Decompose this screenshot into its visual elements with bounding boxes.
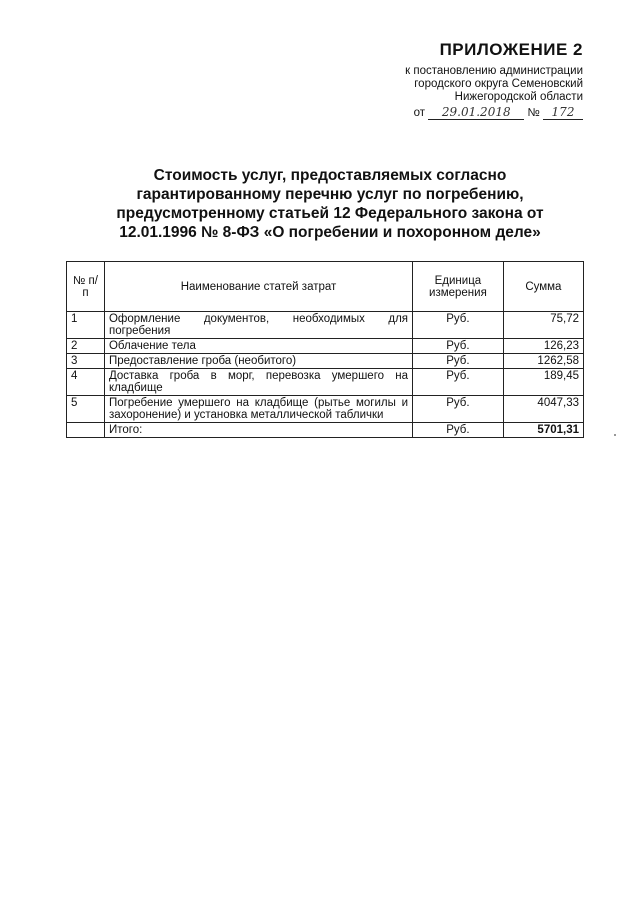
document-title [70, 166, 590, 242]
table-row [67, 354, 584, 369]
row-name: Оформление документов, необходимых для погребения [104, 312, 412, 339]
handwritten-number: 172 [543, 105, 583, 120]
row-name: Погребение умершего на кладбище (рытье могилы и захоронение) и установка металлической таблички [104, 396, 412, 423]
row-name: Предоставление гроба (необитого) [104, 354, 412, 369]
total-label: Итого: [104, 423, 412, 438]
row-name: Доставка гроба в морг, перевозка умершего на кладбище [104, 369, 412, 396]
row-sum: 75,72 [503, 312, 583, 339]
total-row [67, 423, 584, 438]
row-unit: Руб. [413, 339, 504, 354]
row-unit: Руб. [413, 369, 504, 396]
table-header-row [67, 262, 584, 312]
handwritten-date: 29.01.2018 [428, 105, 524, 120]
title-line-2: гарантированному перечню услуг по погребению, [136, 186, 524, 203]
row-num: 2 [67, 339, 105, 354]
scan-speck [614, 434, 616, 436]
row-sum: 126,23 [503, 339, 583, 354]
total-sum: 5701,31 [503, 423, 583, 438]
title-line-4: 12.01.1996 № 8-ФЗ «О погребении и похоронном деле» [119, 224, 541, 241]
table-row [67, 312, 584, 339]
table-row [67, 369, 584, 396]
appendix-header [405, 40, 583, 121]
row-unit: Руб. [413, 354, 504, 369]
appendix-line-3: Нижегородской области [454, 91, 583, 103]
total-num [67, 423, 105, 438]
table-row [67, 396, 584, 423]
row-sum: 1262,58 [503, 354, 583, 369]
row-sum: 4047,33 [503, 396, 583, 423]
header-sum: Сумма [503, 262, 583, 312]
appendix-title: ПРИЛОЖЕНИЕ 2 [439, 40, 583, 59]
appendix-line-1: к постановлению администрации [405, 65, 583, 77]
decree-date-number [405, 105, 583, 121]
row-sum: 189,45 [503, 369, 583, 396]
row-name: Облачение тела [104, 339, 412, 354]
total-unit: Руб. [413, 423, 504, 438]
appendix-line-2: городского округа Семеновский [414, 78, 583, 90]
number-label: № [527, 107, 540, 119]
cost-table [66, 261, 584, 438]
title-line-3: предусмотренному статьей 12 Федерального закона от [116, 205, 544, 222]
row-num: 1 [67, 312, 105, 339]
row-num: 4 [67, 369, 105, 396]
header-unit: Единица измерения [413, 262, 504, 312]
title-line-1: Стоимость услуг, предоставляемых согласно [153, 167, 507, 184]
row-num: 5 [67, 396, 105, 423]
from-label: от [413, 107, 426, 119]
header-name: Наименование статей затрат [104, 262, 412, 312]
row-unit: Руб. [413, 312, 504, 339]
table-row [67, 339, 584, 354]
row-unit: Руб. [413, 396, 504, 423]
row-num: 3 [67, 354, 105, 369]
header-num: № п/п [67, 262, 105, 312]
